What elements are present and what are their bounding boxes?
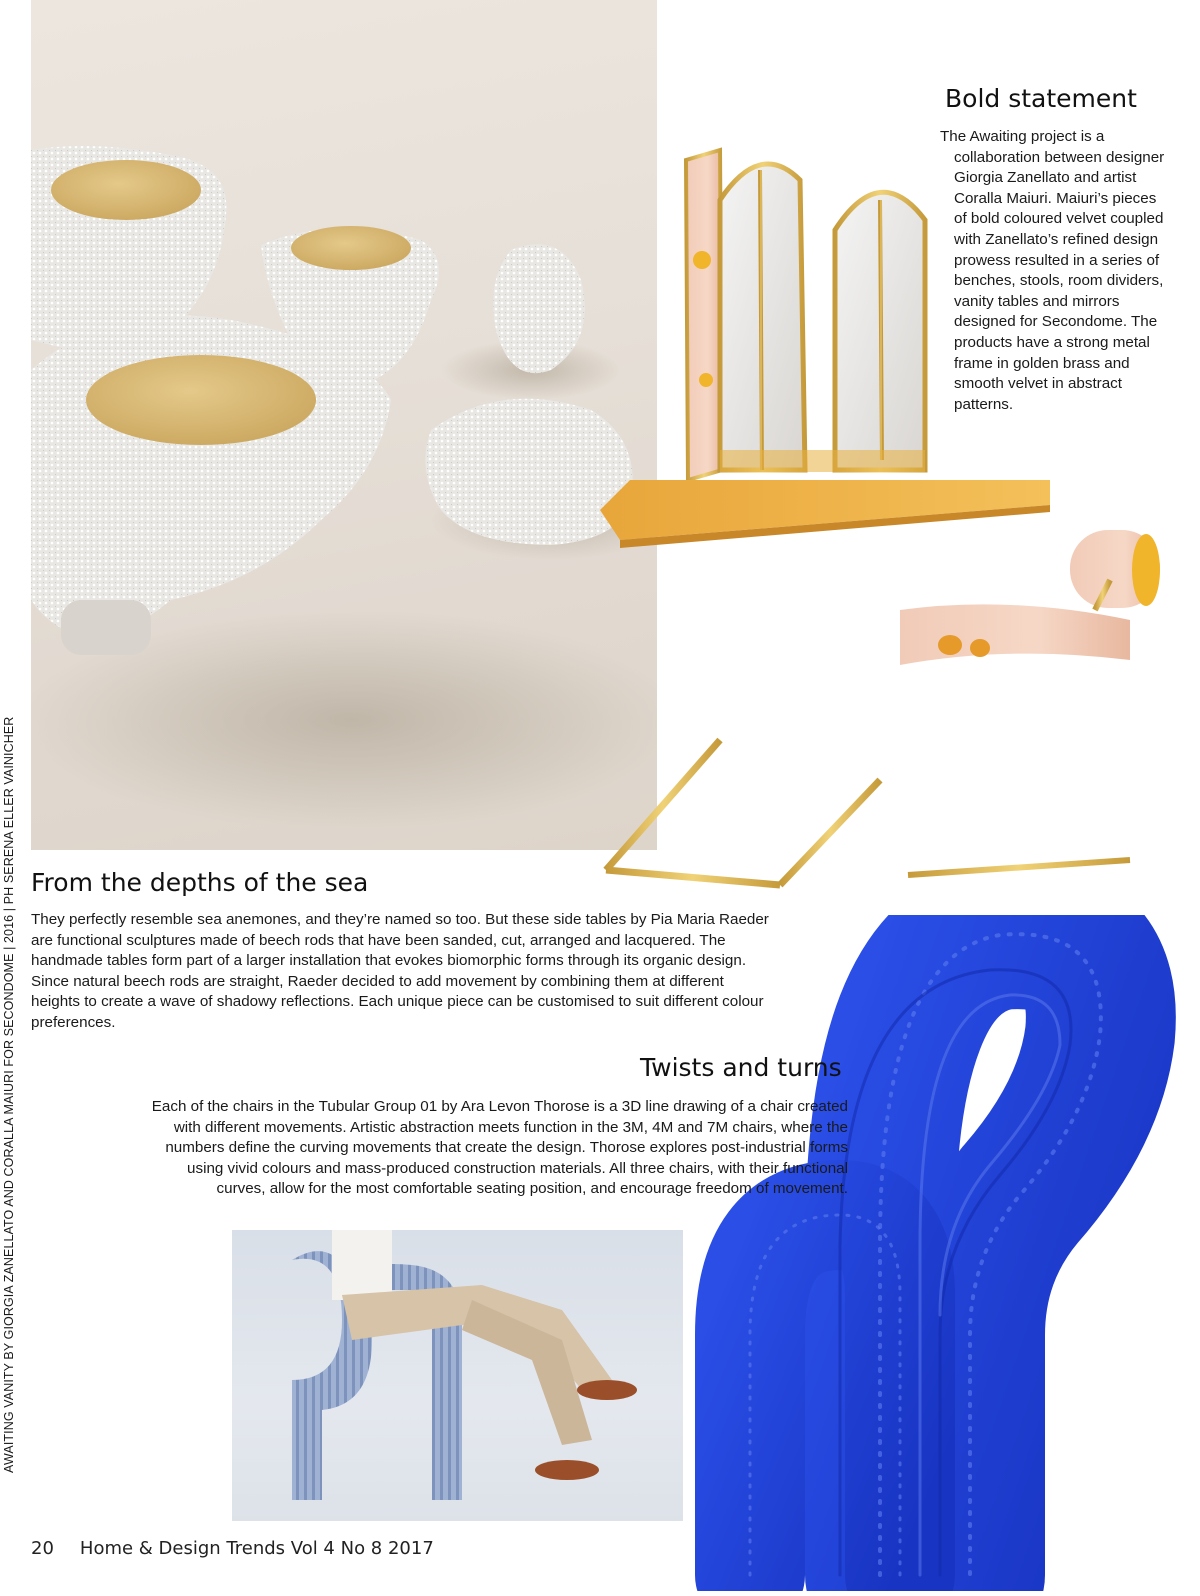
publication-title: Home & Design Trends Vol 4 No 8 2017 bbox=[79, 1538, 434, 1559]
person-shirt bbox=[332, 1230, 392, 1300]
shoe-right bbox=[577, 1380, 637, 1400]
depths-of-sea-body: They perfectly resemble sea anemones, and they’re named so too. But these side tables by Pia Maria Raeder are functional sculptures made of beech rods that have been sanded, cut, arranged and lacquered. The handmade tables form part of a larger installation that evokes biomorphic forms through its organic design. Since natural beech rods are straight, Raeder decided to add movement by combining them at different heights to create a wave of shadowy reflections. Each unique piece can be customised to suit different colour preferences. bbox=[31, 911, 769, 1031]
vanity-table-top bbox=[600, 480, 1050, 540]
twists-and-turns-heading: Twists and turns bbox=[640, 1053, 842, 1082]
vanity-table-frame bbox=[606, 510, 1044, 885]
page-footer bbox=[31, 1538, 434, 1559]
bold-statement-body: The Awaiting project is a collaboration between designer Giorgia Zanellato and artist Coralla Maiuri. Maiuri’s pieces of bold coloured velvet coupled with Zanellato’s refined design prowess resulted in a series of benches, stools, room dividers, vanity tables and mirrors designed for Secondome. The products have a strong metal frame in golden brass and smooth velvet in abstract patterns. bbox=[940, 128, 1165, 413]
shoe-left bbox=[535, 1460, 599, 1480]
photo-credit-vertical: AWAITING VANITY BY GIORGIA ZANELLATO AND CORALLA MAIURI FOR SECONDOME | 2016 | PH SERENA ELLER VAINICHER bbox=[2, 716, 16, 1473]
tubular-chair-seated-photo bbox=[232, 1230, 683, 1521]
page-number: 20 bbox=[31, 1538, 54, 1559]
triple-mirror bbox=[686, 150, 925, 480]
depths-of-sea-heading: From the depths of the sea bbox=[31, 868, 369, 897]
twists-and-turns-body: Each of the chairs in the Tubular Group 01 by Ara Levon Thorose is a 3D line drawing of a chair created with different movements. Artistic abstraction meets function in the 3M, 4M and 7M chairs, where the numbers define the curving movements that create the design. Thorose explores post-industrial forms using vivid colours and mass-produced construction materials. All three chairs, with their functional curves, allow for the most comfortable seating position, and encourage freedom of movement. bbox=[151, 1098, 848, 1198]
bold-statement-heading: Bold statement bbox=[945, 84, 1137, 113]
vanity-stool bbox=[900, 530, 1160, 875]
tubular-chair-klein-blue bbox=[750, 934, 1101, 1575]
sea-anemone-tables-photo bbox=[31, 0, 657, 850]
